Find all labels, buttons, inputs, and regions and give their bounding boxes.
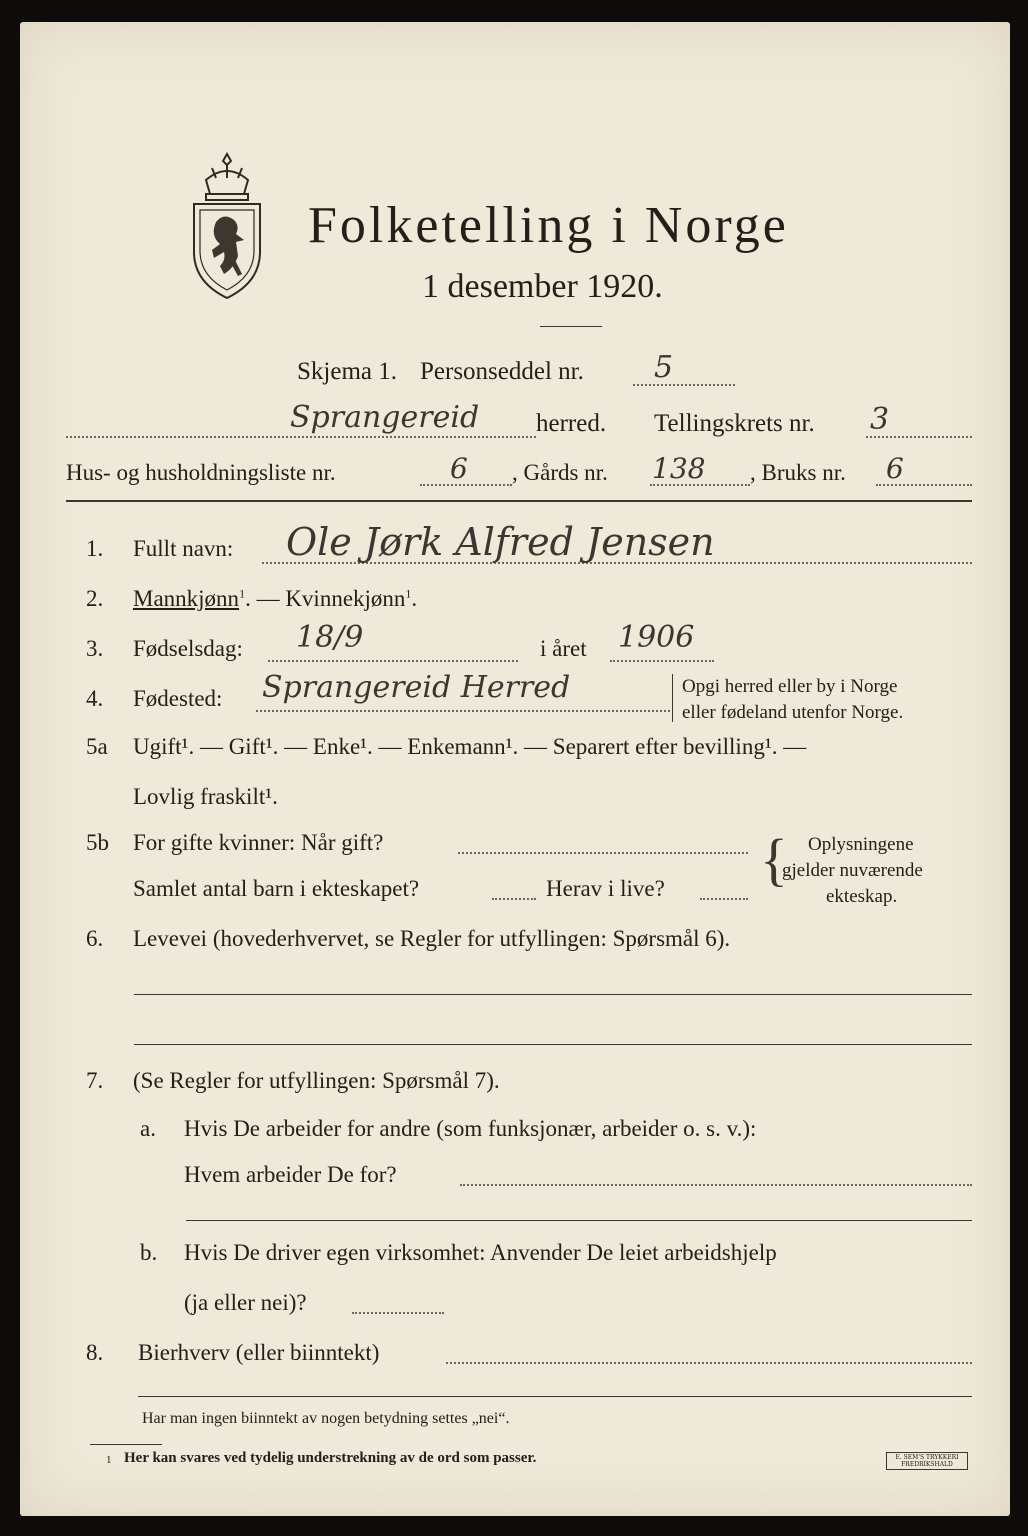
q7-number: 7. (86, 1068, 104, 1093)
q3-number: 3. (86, 636, 104, 661)
q8-label: Bierhverv (eller biinntekt) (138, 1340, 380, 1365)
gards-label: , Gårds nr. (512, 460, 608, 485)
q7a-line-1: Hvis De arbeider for andre (som funksjonær, arbeider o. s. v.): (184, 1116, 757, 1141)
q1-value: Ole Jørk Alfred Jensen (286, 520, 715, 564)
hus-value: 6 (450, 452, 468, 485)
q5b-label-3: Herav i live? (546, 876, 665, 901)
footnote-number: 1 (106, 1454, 112, 1466)
q5b-note-3: ekteskap. (826, 886, 898, 907)
q4-number: 4. (86, 686, 104, 711)
q7-label: (Se Regler for utfyllingen: Spørsmål 7). (133, 1068, 500, 1093)
q6-answer-line-1 (134, 994, 972, 995)
bruks-label: , Bruks nr. (750, 460, 846, 485)
q2-female: Kvinnekjønn (285, 586, 406, 611)
q5a-line-2: Lovlig fraskilt¹. (133, 784, 278, 809)
census-date: 1 desember 1920. (422, 268, 663, 305)
printer-stamp: E. SEM'S TRYKKERI FREDRIKSHALD (886, 1452, 968, 1470)
q2-number: 2. (86, 586, 104, 611)
form-title: Folketelling i Norge (308, 197, 789, 254)
q5b-note-1: Oplysningene (808, 834, 914, 855)
q5b-number: 5b (86, 830, 109, 855)
q2-text (133, 586, 417, 612)
q3-label: Fødselsdag: (133, 636, 243, 661)
q3-year-value: 1906 (618, 620, 695, 655)
footnote-text: Her kan svares ved tydelig understrekning av de ord som passer. (124, 1450, 537, 1466)
q1-number: 1. (86, 536, 104, 561)
bruks-value: 6 (886, 452, 904, 485)
q2-end: . (411, 586, 418, 611)
hus-label: Hus- og husholdningsliste nr. (66, 460, 336, 485)
personseddel-label: Personseddel nr. (420, 358, 584, 385)
header-rule (66, 500, 972, 502)
q3-year-label: i året (540, 636, 587, 661)
herred-value: Sprangereid (290, 400, 480, 435)
schema-label: Skjema 1. (297, 358, 397, 385)
title-divider (540, 326, 602, 327)
q2-separator: . — (245, 586, 286, 611)
q5b-label-1: For gifte kvinner: Når gift? (133, 830, 384, 855)
footer-note: Har man ingen biinntekt av nogen betydning settes „nei“. (142, 1410, 510, 1427)
q7b-line-1: Hvis De driver egen virksomhet: Anvender De leiet arbeidshjelp (184, 1240, 777, 1265)
q5a-line-1: Ugift¹. — Gift¹. — Enke¹. — Enkemann¹. — Separert efter bevilling¹. — (133, 734, 807, 759)
q2-sup1: 1 (239, 586, 246, 601)
q5a-number: 5a (86, 734, 108, 759)
q2-male: Mannkjønn (133, 586, 240, 611)
q2-sup2: 1 (405, 586, 412, 601)
gards-value: 138 (652, 452, 706, 485)
q8-answer-line (138, 1396, 972, 1397)
q5b-label-2: Samlet antal barn i ekteskapet? (133, 876, 420, 901)
q7a-line-2: Hvem arbeider De for? (184, 1162, 397, 1187)
q5b-brace: { (760, 827, 788, 892)
q4-label: Fødested: (133, 686, 223, 711)
q6-answer-line-2 (134, 1044, 972, 1045)
q6-number: 6. (86, 926, 104, 951)
q7b-number: b. (140, 1240, 158, 1265)
q3-value: 18/9 (296, 620, 364, 655)
tellingskrets-value: 3 (870, 402, 890, 437)
q1-label: Fullt navn: (133, 536, 234, 561)
coat-of-arms-icon (186, 150, 268, 302)
q7b-line-2: (ja eller nei)? (184, 1290, 307, 1315)
q8-number: 8. (86, 1340, 104, 1365)
q4-note-2: eller fødeland utenfor Norge. (682, 702, 904, 723)
q6-label: Levevei (hovederhvervet, se Regler for utfyllingen: Spørsmål 6). (133, 926, 731, 951)
q4-note-1: Opgi herred eller by i Norge (682, 676, 898, 697)
herred-label: herred. (536, 410, 607, 437)
q7a-number: a. (140, 1116, 156, 1141)
q5b-note-2: gjelder nuværende (782, 860, 923, 881)
q4-value: Sprangereid Herred (262, 670, 571, 705)
tellingskrets-label: Tellingskrets nr. (654, 410, 815, 437)
q7a-answer-line (186, 1220, 972, 1221)
personseddel-value: 5 (654, 350, 674, 385)
